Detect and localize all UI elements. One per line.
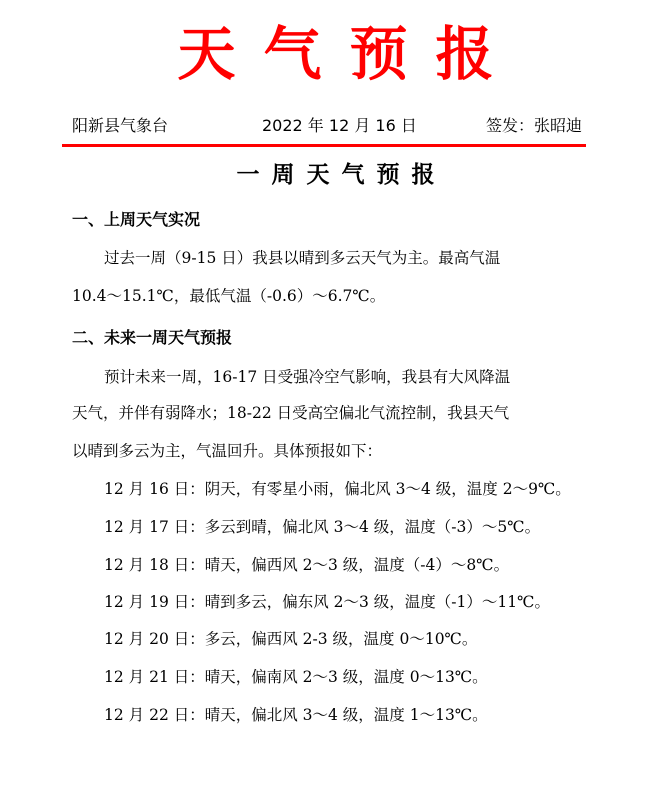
paragraph-line: 过去一周（9-15 日）我县以晴到多云天气为主。最高气温 (104, 249, 501, 267)
paragraph-line: 以晴到多云为主，气温回升。具体预报如下： (72, 442, 383, 460)
issue-date: 2022 年 12 月 16 日 (262, 116, 417, 135)
signer-name: 签发：张昭迪 (485, 116, 582, 135)
paragraph-line: 天气，并伴有弱降水；18-22 日受高空偏北气流控制，我县天气 (72, 404, 510, 422)
paragraph-line: 预计未来一周，16-17 日受强冷空气影响，我县有大风降温 (104, 368, 511, 386)
issuance-info-row (72, 114, 582, 138)
daily-forecast-item: 12 月 22 日：晴天，偏北风 3～4 级，温度 1～13℃。 (104, 706, 488, 724)
daily-forecast-item: 12 月 16 日：阴天，有零星小雨，偏北风 3～4 级，温度 2～9℃。 (104, 480, 571, 498)
document-title: 一周天气预报 (236, 162, 447, 188)
daily-forecast-item: 12 月 21 日：晴天，偏南风 2～3 级，温度 0～13℃。 (104, 668, 488, 686)
daily-forecast-item: 12 月 18 日：晴天，偏西风 2～3 级，温度（-4）～8℃。 (104, 556, 510, 574)
paragraph-line: 10.4～15.1℃，最低气温（-0.6）～6.7℃。 (72, 287, 386, 305)
daily-forecast-item: 12 月 19 日：晴到多云，偏东风 2～3 级，温度（-1）～11℃。 (104, 593, 550, 611)
issuer-name: 阳新县气象台 (72, 116, 169, 135)
section-heading-last-week: 一、上周天气实况 (72, 210, 201, 229)
daily-forecast-item: 12 月 20 日：多云，偏西风 2-3 级，温度 0～10℃。 (104, 630, 478, 648)
daily-forecast-item: 12 月 17 日：多云到晴，偏北风 3～4 级，温度（-3）～5℃。 (104, 518, 541, 536)
section-heading-next-week: 二、未来一周天气预报 (72, 328, 233, 347)
masthead-title: 天气预报 (177, 20, 522, 88)
red-divider-line (62, 144, 586, 147)
